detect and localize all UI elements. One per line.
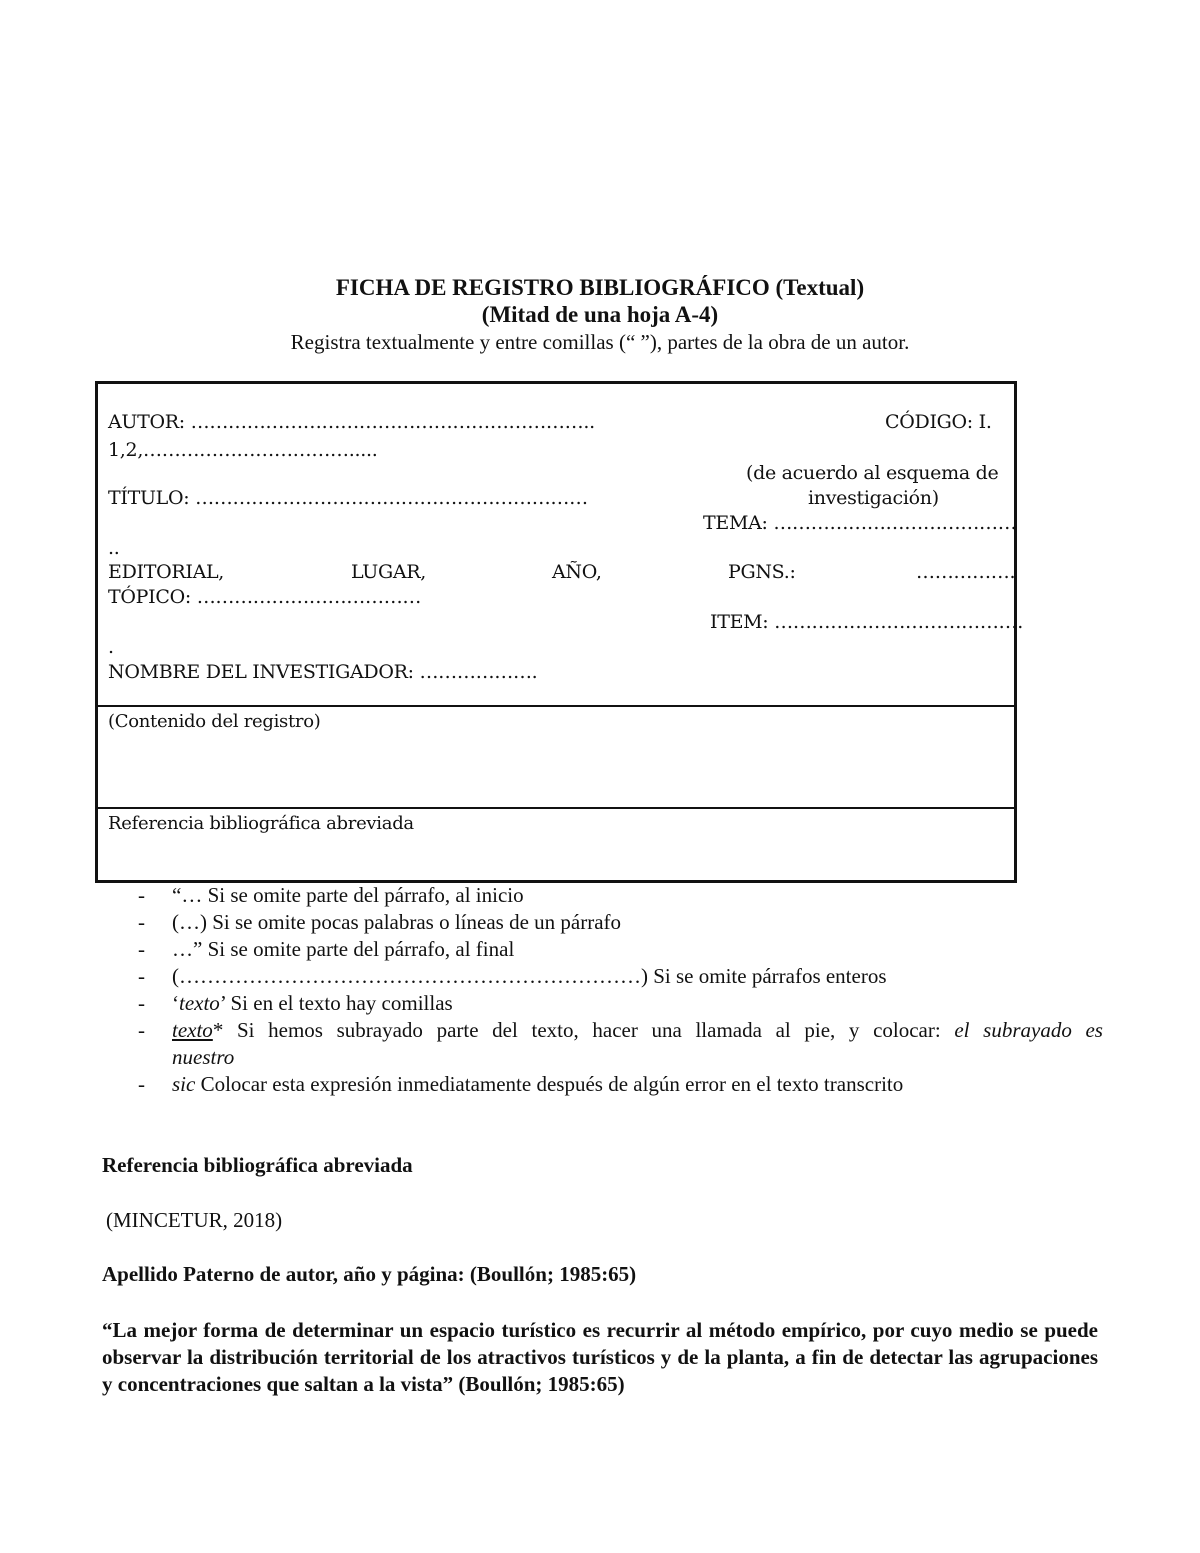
codigo-note-1: (de acuerdo al esquema de — [746, 462, 999, 484]
referencia-label: Referencia bibliográfica abreviada — [108, 813, 414, 834]
autor-field: AUTOR: ……………………………………………………….. — [108, 411, 595, 433]
page-description: Registra textualmente y entre comillas (“ ”), partes de la obra de un autor. — [290, 330, 910, 354]
list-item: - sic Colocar esta expresión inmediatamente después de algún error en el texto transcrito — [138, 1072, 904, 1096]
list-item: - texto* Si hemos subrayado parte del texto, hacer una llamada al pie, y colocar: el subrayado es — [138, 1018, 1103, 1042]
conventions-list — [138, 882, 1103, 1098]
list-item: - (…………………………………………………………) Si se omite párrafos enteros — [138, 964, 887, 988]
tema-continuation: .. — [108, 537, 120, 559]
list-item: - ‘texto’ Si en el texto hay comillas — [138, 991, 453, 1015]
reference-heading: Referencia bibliográfica abreviada — [102, 1153, 413, 1177]
editorial-field: EDITORIAL, — [108, 561, 225, 583]
registro-card — [95, 381, 1023, 883]
pgns-dots: ……………. — [916, 561, 1016, 583]
reference-value: (MINCETUR, 2018) — [106, 1208, 283, 1232]
card-header-section — [98, 384, 1023, 707]
item-field: ITEM: …………………………………. — [710, 611, 1023, 633]
codigo-note-2: investigación) — [808, 487, 939, 509]
page-subtitle: (Mitad de una hoja A-4) — [481, 302, 719, 327]
lugar-field: LUGAR, — [351, 561, 427, 583]
pgns-field: PGNS.: — [728, 561, 796, 583]
list-item: - …” Si se omite parte del párrafo, al final — [138, 937, 515, 961]
titulo-field: TÍTULO: ……………………………………………………… — [108, 487, 588, 509]
list-item: - “… Si se omite parte del párrafo, al inicio — [138, 883, 524, 907]
page-title: FICHA DE REGISTRO BIBLIOGRÁFICO (Textual) — [335, 275, 865, 300]
anio-field: AÑO, — [552, 561, 602, 583]
list-item: - (…) Si se omite pocas palabras o líneas de un párrafo — [138, 910, 622, 934]
codigo-continuation: 1,2,……………………………..... — [108, 439, 378, 461]
topico-field: TÓPICO: ……………………………… — [108, 586, 422, 608]
investigador-field: NOMBRE DEL INVESTIGADOR: ………………. — [108, 661, 538, 683]
list-item-continuation: nuestro — [172, 1045, 235, 1069]
tema-field: TEMA: ………………………………… — [703, 512, 1017, 534]
contenido-label: (Contenido del registro) — [108, 711, 321, 732]
apellido-line: Apellido Paterno de autor, año y página: (Boullón; 1985:65) — [102, 1262, 637, 1286]
referencia-section — [98, 809, 1014, 880]
item-continuation: . — [108, 636, 114, 658]
quote-paragraph: “La mejor forma de determinar un espacio turístico es recurrir al método empírico, por cuyo medio se puede observar la distribución territorial de los atractivos turísticos y de la planta, a fin de detectar las agrupaciones y concentraciones que saltan a la vista” (Boullón; 1985:65) — [102, 1318, 1098, 1396]
codigo-field: CÓDIGO: I. — [885, 411, 992, 433]
contenido-section — [98, 707, 1014, 809]
